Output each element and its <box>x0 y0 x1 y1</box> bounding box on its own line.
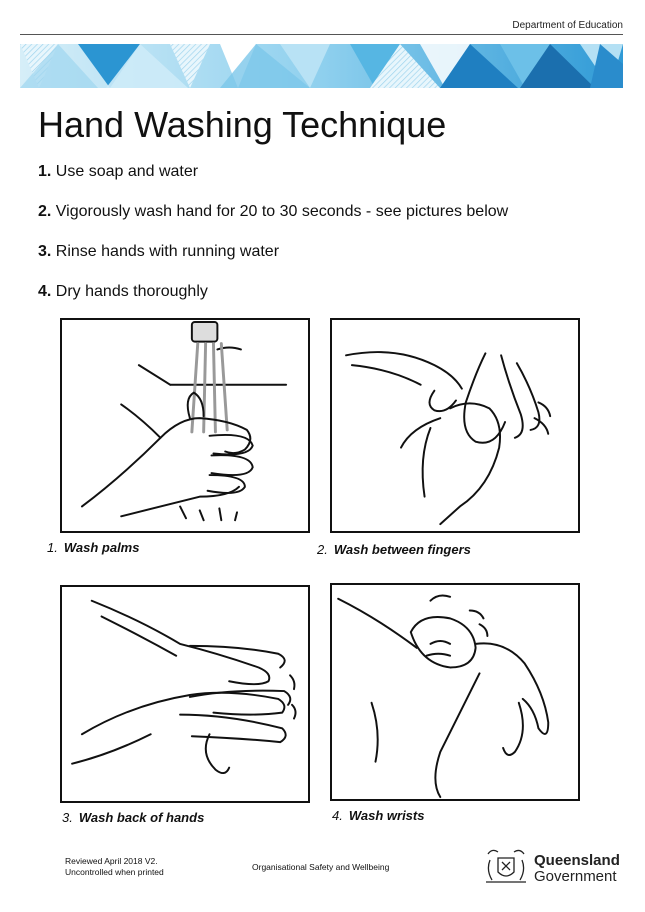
wrist-wash-illustration <box>330 583 580 801</box>
picture-caption: 2. Wash between fingers <box>317 542 471 557</box>
page-title: Hand Washing Technique <box>38 104 447 145</box>
step-number: 1. <box>38 163 52 180</box>
interlaced-fingers-illustration <box>330 318 580 533</box>
step-number: 3. <box>38 243 52 260</box>
triangle-banner <box>20 44 623 88</box>
queensland-crest-icon <box>480 848 532 888</box>
picture-caption: 4. Wash wrists <box>332 808 425 823</box>
step-text: Rinse hands with running water <box>55 243 280 260</box>
step-number: 2. <box>38 203 52 220</box>
uncontrolled-note: Uncontrolled when printed <box>65 867 164 877</box>
instruction-list <box>38 162 508 322</box>
step-text: Use soap and water <box>55 163 199 180</box>
step-text: Vigorously wash hand for 20 to 30 seconds - see pictures below <box>55 203 509 220</box>
logo-sub: Government <box>534 868 617 885</box>
department-name: Department of Education <box>512 20 623 31</box>
logo-name: Queensland <box>534 852 620 869</box>
washing-palms-illustration <box>60 318 310 533</box>
picture-caption: 3. Wash back of hands <box>62 810 205 825</box>
picture-caption: 1. Wash palms <box>47 540 140 555</box>
instruction-step <box>38 202 508 242</box>
reviewed-date: Reviewed April 2018 V2. <box>65 856 158 866</box>
header-rule <box>20 34 623 35</box>
step-text: Dry hands thoroughly <box>55 283 208 300</box>
back-of-hands-illustration <box>60 585 310 803</box>
review-note <box>65 856 164 878</box>
instruction-step <box>38 242 508 282</box>
step-number: 4. <box>38 283 52 300</box>
instruction-step <box>38 282 508 322</box>
queensland-government-logo <box>534 853 620 885</box>
unit-name: Organisational Safety and Wellbeing <box>252 862 390 872</box>
instruction-step <box>38 162 508 202</box>
